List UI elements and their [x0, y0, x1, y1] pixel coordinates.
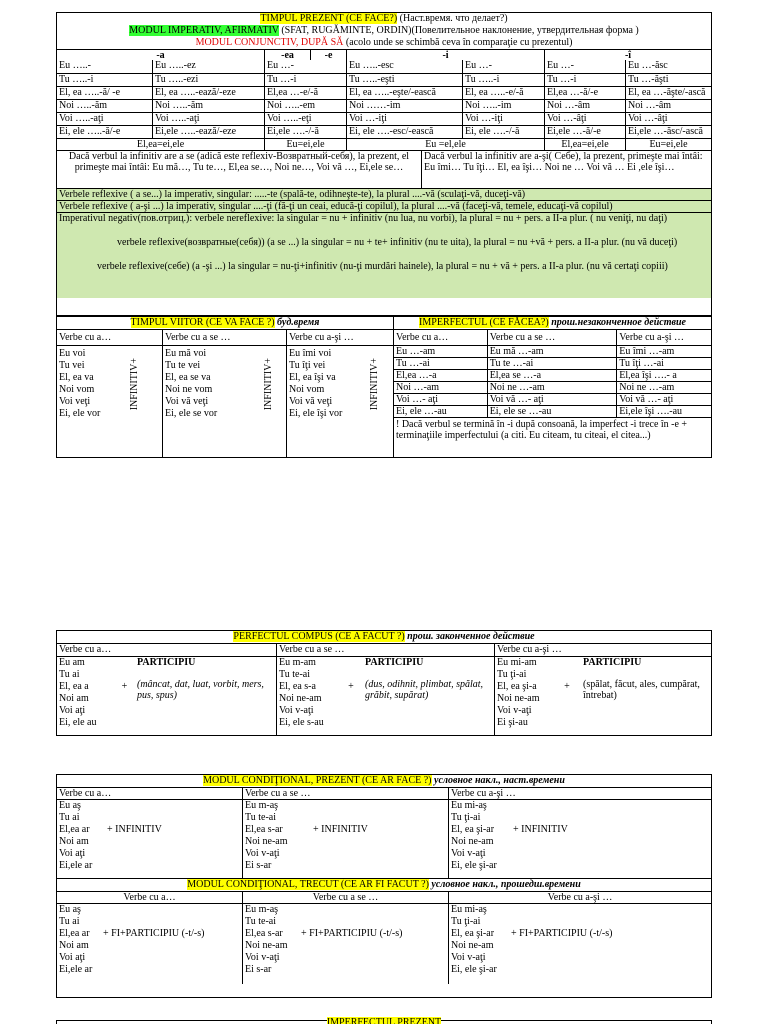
note-negative-reflexive-si: verbele reflexive(себе) (a -şi ...) la singular = nu-ţi+infinitiv (nu-ţi murdări hainele), la plural = nu + vă + pers. a II-a plur. (nu vă certaţi copiii) — [97, 261, 668, 272]
cond-past-header-a-se: Verbe cu a se … — [243, 892, 449, 903]
conjugation-form: Ei s-ar — [245, 860, 272, 871]
participle-label: PARTICIPIU — [365, 657, 424, 668]
future-col-a-se — [163, 330, 287, 457]
cond-past-forms-a — [57, 904, 103, 984]
present-form-cell: Eu …- — [264, 60, 346, 73]
conjugation-form: Voi v-aţi — [279, 705, 314, 716]
present-tense-table — [56, 12, 712, 316]
cond-present-title-line — [57, 775, 711, 788]
conjugation-form: Noi ne-am — [451, 836, 494, 847]
imperfect-form-cell: Eu mă …-am — [488, 346, 618, 357]
conjugation-form: Noi vom — [59, 384, 95, 395]
imperfect-title: IMPERFECTUL (CE FĂCEA?) — [419, 317, 549, 328]
imperfect-row — [394, 394, 711, 406]
bottom-table-partial — [56, 1017, 712, 1024]
perfect-col-a — [57, 657, 277, 735]
conjugation-form: El, ea a — [59, 681, 89, 692]
conjunctive-line — [57, 37, 711, 49]
imperative-rest: (SFAT, RUGĂMINTE, ORDIN)(Повелительное наклонение, утвердительная форма ) — [278, 25, 639, 36]
participle-suffix: + FI+PARTICIPIU (-t/-s) — [511, 928, 613, 939]
note-negative-imperative: Imperativul negativ(пов.отриц.): verbele nereflexive: la singular = nu + infinitiv (nu lua, nu vorbi), la plural = nu + pers. a II-a plur. ( nu veniţi, nu daţi) — [59, 213, 668, 224]
imperfect-form-cell: Noi …-am — [394, 382, 488, 393]
imperfect-form-cell: Tu …-ai — [394, 358, 488, 369]
conjugation-form: El,ea s-ar — [245, 824, 283, 835]
future-header-a-si: Verbe cu a-şi … — [287, 330, 393, 346]
conjugation-form: Tu ai — [59, 916, 80, 927]
conjugation-form: Eu aş — [59, 800, 81, 811]
cond-past-header-a-si: Verbe cu a-şi … — [547, 892, 613, 903]
present-row — [57, 112, 711, 125]
infinitive-suffix: + INFINITIV — [513, 824, 568, 835]
conjugation-form: Ei, ele vor — [59, 408, 101, 419]
participle-suffix: + FI+PARTICIPIU (-t/-s) — [301, 928, 403, 939]
present-row — [57, 99, 711, 112]
note-a-se: Dacă verbul la infinitiv are a se (adică este reflexiv-Возвратный-себя), la prezent, el primeşte mai întâi: Eu mă…, Tu te…, El,ea se…, Noi ne…, Voi vă …, Ei,ele se… — [68, 151, 410, 174]
imperfect-header-a-se: Verbe cu a se … — [488, 330, 618, 345]
conjugation-form: Eu mi-aş — [451, 904, 487, 915]
imperfect-form-cell: Tu te …-ai — [488, 358, 618, 369]
present-form-cell: El,ea …-e/-ă — [264, 87, 346, 99]
cond-past-title-ru: условное накл., прошедш.времени — [428, 879, 581, 890]
imperfect-title-ru: прош.незаконченное действие — [548, 317, 686, 328]
future-col-a — [57, 330, 163, 457]
note-reflexive-a-se: Verbele reflexive ( a se...) la imperativ, singular: .....-te (spală-te, odihneşte-te), la plural ....-vă (sculaţi-vă, duceţi-vă) — [57, 189, 711, 201]
note-negative-reflexive-se: verbele reflexive(возвратные(себя)) (a se ...) la singular = nu + te+ infinitiv (nu te uita), la plural = nu +vă + pers. a II-a plur. (nu vă duceţi) — [117, 237, 678, 248]
cond-past-header-a: Verbe cu a… — [57, 892, 243, 903]
imperfect-row — [394, 346, 711, 358]
eq-cell: Eu=ei,ele — [264, 139, 346, 150]
future-title-ru: буд.время — [274, 317, 320, 328]
conjugation-form: Tu ţi-ai — [451, 812, 481, 823]
conjugation-form: Tu vei — [59, 360, 85, 371]
present-form-cell: Noi …-âm — [544, 100, 625, 112]
infinitive-suffix: + INFINITIV — [107, 824, 162, 835]
future-forms-a — [57, 346, 129, 422]
present-form-cell: Noi …..-ăm — [59, 100, 108, 111]
imperfect-rows — [394, 346, 711, 418]
conjugation-form: Noi ne vom — [165, 384, 213, 395]
present-title-line — [57, 13, 711, 25]
conjugation-form: Tu te vei — [165, 360, 201, 371]
conjugation-form: Voi v-aţi — [245, 848, 280, 859]
imperfect-row — [394, 406, 711, 418]
cond-present-forms-a — [57, 800, 107, 878]
present-form-cell: Tu …-i — [544, 74, 625, 86]
conjugation-form: Eu aş — [59, 904, 81, 915]
conjugation-form: Eu mi-am — [497, 657, 537, 668]
present-form-cell: El,ea …-ă/-e — [544, 87, 625, 99]
conjugation-form: Tu te-ai — [245, 812, 277, 823]
imperfect-row — [394, 358, 711, 370]
present-form-cell: Eu …- — [462, 60, 544, 73]
participle-suffix: + FI+PARTICIPIU (-t/-s) — [103, 928, 205, 939]
imperative-notes — [57, 188, 711, 298]
future-header-a-se: Verbe cu a se … — [163, 330, 286, 346]
participle-examples-a: (mâncat, dat, luat, vorbit, mers, pus, spus) — [137, 679, 264, 702]
imperfect-form-cell: Eu …-am — [394, 346, 488, 357]
group-header-ea: -ea — [264, 50, 310, 60]
imperfect-form-cell: Ei,ele îşi ….-au — [619, 406, 683, 417]
conjugation-form: Noi vom — [289, 384, 325, 395]
cond-present-title-ru: условное накл., наст.времени — [431, 775, 565, 786]
bottom-title: IMPERFECTUL PREZENT — [327, 1017, 441, 1024]
future-title-cell — [57, 317, 393, 329]
cond-present-header-a-si: Verbe cu a-şi … — [451, 788, 516, 799]
imperfect-title-cell — [393, 317, 711, 329]
present-conjugation-rows — [57, 60, 711, 138]
conjugation-form: Ei, ele se vor — [165, 408, 218, 419]
perfect-col-a-si — [495, 657, 711, 735]
reflexive-notes-row — [57, 150, 711, 188]
perfect-compus-table — [56, 630, 712, 736]
conjugation-form: Ei, ele şi-ar — [451, 860, 497, 871]
conjugation-form: Voi v-aţi — [451, 848, 486, 859]
conjugation-form: Tu te-ai — [245, 916, 277, 927]
participle-label: PARTICIPIU — [137, 657, 196, 668]
conjugation-form: Tu ai — [59, 812, 80, 823]
perfect-col-a-se — [277, 657, 495, 735]
future-header-a: Verbe cu a… — [57, 330, 162, 346]
conjugation-form: Noi ne-am — [497, 693, 540, 704]
present-form-cell: Voi …..-aţi — [59, 113, 104, 124]
conjugation-form: El, ea şi-ar — [451, 824, 495, 835]
conjugation-form: Eu mi-aş — [451, 800, 487, 811]
conjugation-form: El,ea ar — [59, 824, 90, 835]
present-form-cell: Eu …..-ez — [152, 60, 264, 73]
conjugation-form: Voi v-aţi — [497, 705, 532, 716]
cond-past-body — [57, 904, 711, 984]
eq-cell: Eu =el,ele — [346, 139, 544, 150]
infinitive-suffix: + INFINITIV — [313, 824, 368, 835]
conjugation-form: Eu mă voi — [165, 348, 207, 359]
conjugation-form: Tu ai — [59, 669, 80, 680]
present-form-cell: Voi …..-eţi — [264, 113, 346, 125]
present-form-cell: Eu …-ăsc — [625, 60, 711, 73]
plus-sign: + — [564, 681, 570, 692]
present-form-cell: Tu …-ăşti — [625, 74, 711, 86]
imperfect-row — [394, 382, 711, 394]
group-header-i-hat: -î — [544, 50, 711, 60]
cond-present-header-a-se: Verbe cu a se … — [243, 788, 449, 799]
present-form-cell: Voi …..-aţi — [152, 113, 264, 125]
present-form-cell: Tu …..-i — [462, 74, 544, 86]
conjugation-form: Noi ne-am — [245, 836, 288, 847]
perfect-forms-a-se — [277, 657, 343, 735]
note-reflexive-a-si: Verbele reflexive ( a-şi ...) la imperativ, singular ....-ţi (fă-ţi un ceai, educă-ţi copilul), la plural ....-vă (faceţi-vă, temele, educaţi-vă copilul) — [57, 201, 711, 213]
conjugation-form: Ei s-ar — [245, 964, 272, 975]
conjugation-form: Ei, ele şi-ar — [451, 964, 497, 975]
present-form-cell: Ei,ele …-ăsc/-ască — [625, 126, 711, 138]
conjugation-form: Noi am — [59, 836, 89, 847]
participle-examples-a-si: (spălat, făcut, ales, cumpărat, întrebat) — [583, 679, 700, 702]
participle-examples-a-se: (dus, odihnit, plimbat, spălat, grăbit, supărat) — [365, 679, 484, 702]
conjugation-form: El, ea îşi va — [289, 372, 336, 383]
present-form-cell: El, ea …..-e/-ă — [462, 87, 544, 99]
plus-sign: + — [121, 681, 128, 692]
infinitive-label: INFINITIV+ — [263, 357, 274, 411]
imperfect-form-cell: Noi ne …-am — [488, 382, 618, 393]
conjugation-form: Tu ţi-ai — [451, 916, 481, 927]
imperfect-form-cell: Noi ne …-am — [619, 382, 675, 393]
conjugation-form: Voi vă veţi — [289, 396, 333, 407]
present-form-cell: Eu …..-esc — [346, 60, 462, 73]
conjugation-form: Eu m-aş — [245, 800, 279, 811]
present-form-cell: Eu …- — [544, 60, 625, 73]
present-form-cell: Noi …-âm — [625, 100, 711, 112]
infinitive-label: INFINITIV+ — [369, 357, 380, 411]
present-form-cell: Noi …..-ăm — [152, 100, 264, 112]
conjugation-form: Noi ne-am — [279, 693, 322, 704]
conjugation-form: Ei, ele au — [59, 717, 97, 728]
future-columns — [57, 330, 393, 457]
present-form-cell: Ei,ele ….-/-ă — [264, 126, 346, 138]
conjugation-form: El, ea se va — [165, 372, 211, 383]
conjugation-form: Tu te-ai — [279, 669, 311, 680]
present-form-cell: Ei, ele ….-esc/-ească — [346, 126, 462, 138]
present-title: TIMPUL PREZENT (CE FACE?) — [260, 13, 398, 24]
present-row — [57, 60, 711, 73]
conjugation-form: Voi v-aţi — [245, 952, 280, 963]
present-form-cell: Voi …-iţi — [346, 113, 462, 125]
present-row — [57, 86, 711, 99]
perfect-header-a-se: Verbe cu a se … — [277, 644, 495, 656]
conjunctive-rest: (acolo unde se schimbă ceva în comparaţie cu prezentul) — [343, 37, 573, 48]
perfect-title-ru: прош. законченное действие — [404, 631, 535, 642]
present-form-cell: Noi ……-im — [346, 100, 462, 112]
imperfect-form-cell: Voi vă …- aţi — [619, 394, 674, 405]
perfect-header-a-si: Verbe cu a-şi … — [497, 644, 562, 655]
present-form-cell: Tu …..-i — [59, 74, 94, 85]
present-title-ru: (Наст.время. что делает?) — [397, 13, 508, 24]
conjugation-form: Voi veţi — [59, 396, 91, 407]
conjunctive-title: MODUL CONJUNCTIV, DUPĂ SĂ — [195, 37, 344, 48]
cond-past-forms-a-si — [449, 904, 511, 984]
conjugation-form: Voi vă veţi — [165, 396, 209, 407]
present-form-cell: El, ea …..-ă/ -e — [59, 87, 121, 98]
group-header-row — [57, 49, 711, 60]
cond-present-header-a: Verbe cu a… — [57, 788, 243, 799]
present-form-cell: Noi …..-im — [462, 100, 544, 112]
perfect-forms-a — [57, 657, 112, 735]
imperfect-form-cell: El,ea se …-a — [488, 370, 618, 381]
conjugation-form: El,ea ar — [59, 928, 90, 939]
imperfect-header-a: Verbe cu a… — [394, 330, 488, 345]
present-form-cell: El, ea …-ăşte/-ască — [625, 87, 711, 99]
present-row — [57, 125, 711, 138]
conjugation-form: Voi v-aţi — [451, 952, 486, 963]
present-form-cell: Ei, ele ….-/-ă — [462, 126, 544, 138]
imperfect-form-cell: El,ea …-a — [394, 370, 488, 381]
imperfect-form-cell: Voi vă …- aţi — [488, 394, 618, 405]
imperfect-columns — [393, 330, 711, 457]
conditional-table — [56, 774, 712, 998]
conjugation-form: El, ea şi-ar — [451, 928, 495, 939]
conjugation-form: Noi am — [59, 940, 89, 951]
cond-present-forms-a-se — [243, 800, 313, 878]
cond-present-title: MODUL CONDIŢIONAL, PREZENT (CE AR FACE ?) — [203, 775, 432, 786]
conjugation-form: El, ea va — [59, 372, 94, 383]
eq-cell: El,ea=ei,ele — [544, 139, 625, 150]
cond-present-forms-a-si — [449, 800, 513, 878]
imperfect-form-cell: Eu îmi …-am — [619, 346, 675, 357]
imperfect-form-cell: El,ea îşi ….- a — [619, 370, 677, 381]
imperative-line — [57, 25, 711, 37]
perfect-title-line — [57, 631, 711, 644]
present-form-cell: Eu …..- — [59, 60, 91, 71]
present-form-cell: Voi …-iţi — [462, 113, 544, 125]
future-imperfect-title-row — [57, 317, 711, 330]
imperfect-note: ! Dacă verbul se termină în -i după consoană, la imperfect -i trece în -e + terminaţiile imperfectului (a citi. Eu citeam, tu citeai, el citea...) — [396, 419, 688, 442]
conjugation-form: Voi aţi — [59, 848, 86, 859]
conjugation-form: Voi aţi — [59, 952, 86, 963]
conjugation-form: Ei,ele ar — [59, 964, 93, 975]
conjugation-form: Tu ţi-ai — [497, 669, 527, 680]
present-row — [57, 73, 711, 86]
present-form-cell: Tu …..-ezi — [152, 74, 264, 86]
conjugation-form: Eu am — [59, 657, 85, 668]
imperative-title: MODUL IMPERATIV, AFIRMATIV — [129, 25, 279, 36]
present-form-cell: Ei,ele …-ă/-e — [544, 126, 625, 138]
conjugation-form: El,ea s-ar — [245, 928, 283, 939]
imperfect-row — [394, 370, 711, 382]
conjugation-form: Voi aţi — [59, 705, 86, 716]
present-form-cell: El, ea …..-eşte/-ească — [346, 87, 462, 99]
present-form-cell: Ei,ele …..-ează/-eze — [152, 126, 264, 138]
conjugation-form: Eu m-am — [279, 657, 316, 668]
present-form-cell: Voi …-âţi — [625, 113, 711, 125]
conjugation-form: Eu îmi voi — [289, 348, 332, 359]
conjugation-form: Ei, ele s-au — [279, 717, 324, 728]
infinitive-label: INFINITIV+ — [129, 357, 140, 411]
present-form-cell: Voi …-âţi — [544, 113, 625, 125]
conjugation-form: El, ea şi-a — [497, 681, 537, 692]
future-forms-a-se — [163, 346, 263, 422]
present-form-cell: El, ea …..-ează/-eze — [152, 87, 264, 99]
imperfect-form-cell: Ei, ele se …-au — [488, 406, 618, 417]
cond-present-body — [57, 800, 711, 879]
future-imperfect-table — [56, 316, 712, 458]
cond-past-title: MODUL CONDIŢIONAL, TRECUT (CE AR FI FACUT ?) — [187, 879, 429, 890]
cond-past-title-line — [57, 879, 711, 892]
plus-sign: + — [348, 681, 354, 692]
present-form-cell: Tu …-i — [264, 74, 346, 86]
group-header-e: -e — [310, 50, 346, 60]
conjugation-form: Noi ne-am — [451, 940, 494, 951]
conjugation-form: Tu îţi vei — [289, 360, 326, 371]
conjugation-form: Ei şi-au — [497, 717, 528, 728]
future-forms-a-si — [287, 346, 369, 422]
group-header-i: -i — [346, 50, 544, 60]
conjugation-form: El, ea s-a — [279, 681, 316, 692]
future-col-a-si — [287, 330, 393, 457]
future-title: TIMPUL VIITOR (CE VA FACE ?) — [130, 317, 275, 328]
note-a-si: Dacă verbul la infinitiv are a-şi( Себе), la prezent, primeşte mai întâi: Eu îmi… Tu îţi… El, ea îşi… Noi ne … Voi vă … Ei ,ele îşi… — [421, 151, 711, 188]
imperfect-form-cell: Tu îţi …-ai — [619, 358, 664, 369]
imperfect-header-a-si: Verbe cu a-şi … — [619, 332, 684, 343]
eq-cell: Eu=ei,ele — [625, 139, 711, 150]
imperfect-form-cell: Ei, ele …-au — [394, 406, 488, 417]
present-form-cell: Ei, ele …..-ă/-e — [59, 126, 121, 137]
group-header-a: -a — [156, 50, 165, 60]
eq-cell: El,ea=ei,ele — [136, 139, 185, 150]
conjugation-form: Ei, ele îşi vor — [289, 408, 343, 419]
perfect-forms-a-si — [495, 657, 559, 735]
conjugation-form: Ei,ele ar — [59, 860, 93, 871]
conjugation-form: Eu m-aş — [245, 904, 279, 915]
participle-label: PARTICIPIU — [583, 657, 642, 668]
perfect-title: PERFECTUL COMPUS (CE A FACUT ?) — [233, 631, 405, 642]
present-form-cell: Noi …..-em — [264, 100, 346, 112]
conjugation-form: Noi am — [59, 693, 89, 704]
imperfect-form-cell: Voi …- aţi — [394, 394, 488, 405]
conjugation-form: Noi ne-am — [245, 940, 288, 951]
equality-row — [57, 138, 711, 150]
cond-past-forms-a-se — [243, 904, 301, 984]
perfect-header-a: Verbe cu a… — [57, 644, 277, 656]
conjugation-form: Eu voi — [59, 348, 86, 359]
present-form-cell: Tu …..-eşti — [346, 74, 462, 86]
